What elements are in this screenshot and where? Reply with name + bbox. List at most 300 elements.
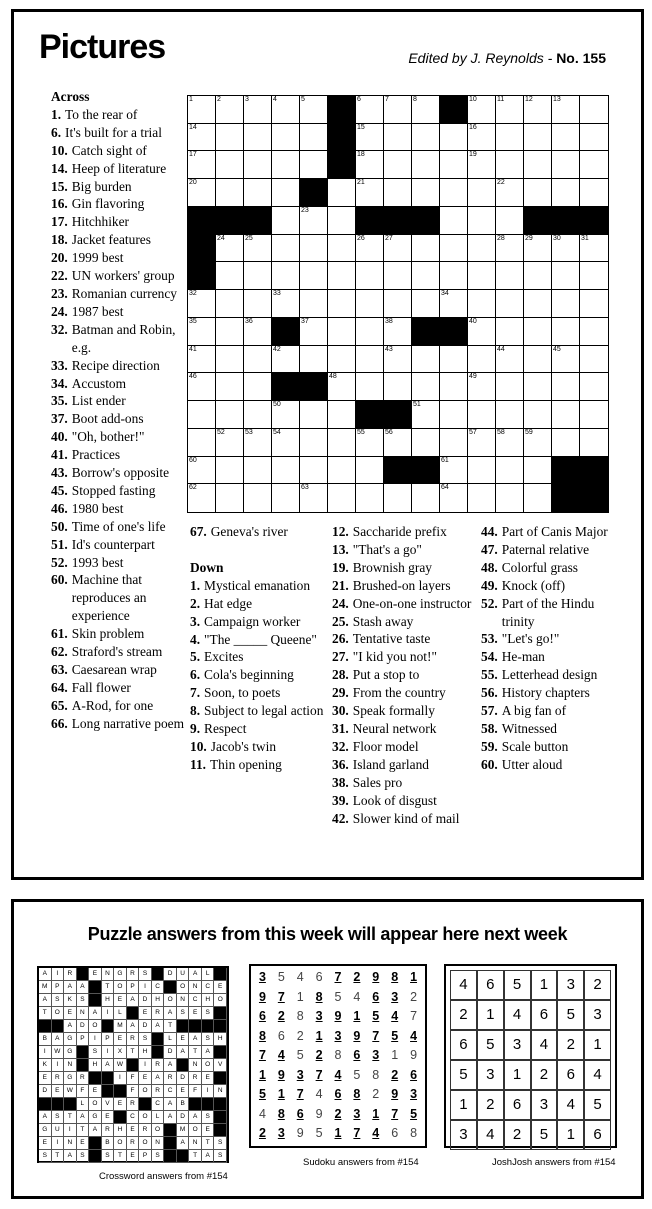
- grid-cell[interactable]: [272, 457, 300, 485]
- grid-cell[interactable]: [356, 484, 384, 512]
- grid-cell[interactable]: [496, 262, 524, 290]
- grid-cell[interactable]: [524, 346, 552, 374]
- grid-cell[interactable]: [468, 124, 496, 152]
- grid-cell[interactable]: [412, 484, 440, 512]
- answer-cell: A: [102, 1059, 115, 1072]
- sudoku-cell: 8: [410, 1126, 418, 1141]
- grid-cell[interactable]: [356, 96, 384, 124]
- grid-cell[interactable]: [580, 318, 608, 346]
- grid-cell[interactable]: [468, 262, 496, 290]
- grid-cell[interactable]: [244, 151, 272, 179]
- grid-cell[interactable]: [216, 401, 244, 429]
- answer-cell: U: [52, 1124, 65, 1137]
- answer-cell: H: [139, 1046, 152, 1059]
- grid-cell[interactable]: [468, 179, 496, 207]
- grid-cell[interactable]: [580, 96, 608, 124]
- grid-cell[interactable]: [468, 457, 496, 485]
- grid-cell[interactable]: [468, 373, 496, 401]
- grid-cell[interactable]: [272, 235, 300, 263]
- grid-cell[interactable]: [300, 235, 328, 263]
- clue-text: Soon, to poets: [204, 685, 281, 701]
- answer-cell: E: [39, 1137, 52, 1150]
- grid-cell[interactable]: [244, 235, 272, 263]
- answer-cell: O: [164, 994, 177, 1007]
- answer-cell: M: [39, 981, 52, 994]
- grid-cell[interactable]: [328, 262, 356, 290]
- answer-cell: R: [77, 1072, 90, 1085]
- across-list: [51, 106, 186, 733]
- grid-cell[interactable]: [524, 290, 552, 318]
- grid-cell[interactable]: [496, 373, 524, 401]
- grid-cell[interactable]: [188, 151, 216, 179]
- grid-cell[interactable]: [552, 96, 580, 124]
- sudoku-cell: 4: [410, 1028, 418, 1043]
- clue-item: [481, 684, 621, 702]
- clue-number: 51.: [51, 536, 68, 552]
- clue-text: Practices: [71, 447, 121, 463]
- grid-cell[interactable]: [524, 151, 552, 179]
- grid-cell[interactable]: [244, 429, 272, 457]
- answer-cell: V: [214, 1059, 227, 1072]
- answer-cell: C: [202, 981, 215, 994]
- grid-cell[interactable]: [440, 290, 468, 318]
- clue-column-2: [190, 523, 328, 774]
- grid-cell[interactable]: [300, 262, 328, 290]
- grid-cell[interactable]: [468, 346, 496, 374]
- grid-cell[interactable]: [440, 207, 468, 235]
- grid-cell[interactable]: [496, 235, 524, 263]
- grid-cell[interactable]: [328, 484, 356, 512]
- grid-cell[interactable]: [384, 318, 412, 346]
- grid-cell[interactable]: [272, 346, 300, 374]
- answer-cell: E: [114, 994, 127, 1007]
- grid-cell[interactable]: [496, 124, 524, 152]
- grid-cell[interactable]: [216, 373, 244, 401]
- puzzle-number: No. 155: [556, 50, 606, 66]
- grid-cell[interactable]: [552, 262, 580, 290]
- grid-cell[interactable]: [496, 179, 524, 207]
- clue-item: [332, 541, 477, 559]
- clue-number: 3: [245, 96, 249, 103]
- grid-cell[interactable]: [496, 484, 524, 512]
- clue-item: [51, 428, 186, 446]
- grid-cell[interactable]: [328, 318, 356, 346]
- clue-number: 32.: [51, 321, 68, 337]
- clue-item: [51, 195, 186, 213]
- grid-cell[interactable]: [496, 457, 524, 485]
- grid-cell[interactable]: [328, 290, 356, 318]
- answer-cell: N: [177, 994, 190, 1007]
- sudoku-cell: 4: [277, 1048, 285, 1063]
- answer-cell: O: [89, 1020, 102, 1033]
- sudoku-cell: 7: [391, 1106, 399, 1121]
- grid-cell[interactable]: [524, 429, 552, 457]
- grid-cell[interactable]: [412, 401, 440, 429]
- answer-cell: A: [202, 1046, 215, 1059]
- grid-cell[interactable]: [300, 346, 328, 374]
- grid-cell[interactable]: [272, 124, 300, 152]
- grid-cell[interactable]: [356, 151, 384, 179]
- grid-cell[interactable]: [216, 457, 244, 485]
- grid-cell[interactable]: [552, 124, 580, 152]
- grid-cell[interactable]: [552, 373, 580, 401]
- clue-text: Accustom: [71, 375, 127, 391]
- grid-cell[interactable]: [244, 124, 272, 152]
- grid-cell[interactable]: [300, 207, 328, 235]
- grid-cell[interactable]: [440, 124, 468, 152]
- clue-item: [51, 500, 186, 518]
- clue-number: 22: [497, 179, 505, 187]
- grid-cell[interactable]: [188, 401, 216, 429]
- grid-cell[interactable]: [216, 179, 244, 207]
- grid-cell[interactable]: [272, 151, 300, 179]
- grid-cell[interactable]: [384, 346, 412, 374]
- grid-cell[interactable]: [216, 151, 244, 179]
- grid-cell[interactable]: [440, 151, 468, 179]
- grid-cell[interactable]: [524, 96, 552, 124]
- grid-cell[interactable]: [496, 401, 524, 429]
- grid-cell[interactable]: [496, 96, 524, 124]
- grid-cell[interactable]: [580, 429, 608, 457]
- clue-item: [481, 738, 621, 756]
- grid-cell[interactable]: [524, 401, 552, 429]
- answer-cell: A: [127, 994, 140, 1007]
- grid-cell[interactable]: [356, 262, 384, 290]
- grid-cell[interactable]: [244, 484, 272, 512]
- grid-cell[interactable]: [524, 179, 552, 207]
- clue-text: Caesarean wrap: [71, 662, 157, 677]
- grid-cell[interactable]: [384, 373, 412, 401]
- clue-number: 20.: [51, 250, 68, 266]
- joshjosh-cell: 4: [477, 1120, 504, 1150]
- grid-cell[interactable]: [356, 346, 384, 374]
- black-square: [580, 207, 608, 235]
- grid-cell[interactable]: [272, 96, 300, 124]
- grid-cell[interactable]: [412, 96, 440, 124]
- grid-cell[interactable]: [328, 207, 356, 235]
- grid-cell[interactable]: [188, 484, 216, 512]
- grid-cell[interactable]: [496, 346, 524, 374]
- grid-cell[interactable]: [328, 346, 356, 374]
- answer-cell: A: [164, 1007, 177, 1020]
- clue-number: 25: [245, 234, 253, 242]
- grid-cell[interactable]: [440, 401, 468, 429]
- grid-cell[interactable]: [524, 235, 552, 263]
- grid-cell[interactable]: [216, 96, 244, 124]
- sudoku-cell: 6: [277, 1028, 285, 1043]
- grid-cell[interactable]: [188, 290, 216, 318]
- clue-text: Straford's stream: [71, 644, 163, 660]
- grid-cell[interactable]: [356, 179, 384, 207]
- grid-cell[interactable]: [188, 457, 216, 485]
- clue-number: 49.: [481, 577, 498, 593]
- grid-cell[interactable]: [552, 179, 580, 207]
- grid-cell[interactable]: [440, 484, 468, 512]
- grid-cell[interactable]: [300, 124, 328, 152]
- clue-text: Time of one's life: [71, 518, 166, 534]
- grid-cell[interactable]: [272, 484, 300, 512]
- grid-cell[interactable]: [188, 179, 216, 207]
- grid-cell[interactable]: [412, 429, 440, 457]
- answer-cell: O: [139, 1085, 152, 1098]
- grid-cell[interactable]: [328, 235, 356, 263]
- grid-cell[interactable]: [524, 318, 552, 346]
- grid-cell[interactable]: [244, 318, 272, 346]
- grid-cell[interactable]: [468, 207, 496, 235]
- grid-cell[interactable]: [272, 401, 300, 429]
- grid-cell[interactable]: [384, 429, 412, 457]
- grid-cell[interactable]: [216, 429, 244, 457]
- clue-number: 50: [273, 401, 281, 409]
- grid-cell[interactable]: [188, 373, 216, 401]
- grid-cell[interactable]: [384, 235, 412, 263]
- grid-cell[interactable]: [580, 124, 608, 152]
- clue-text: Batman and Robin, e.g.: [71, 321, 176, 355]
- grid-cell[interactable]: [412, 235, 440, 263]
- clue-number: 35: [189, 317, 197, 325]
- grid-cell[interactable]: [356, 124, 384, 152]
- sudoku-cell: 8: [372, 1067, 380, 1082]
- grid-cell[interactable]: [580, 346, 608, 374]
- clue-number: 12.: [332, 524, 349, 539]
- sudoku-cell: 2: [391, 1067, 399, 1082]
- grid-cell[interactable]: [188, 318, 216, 346]
- grid-cell[interactable]: [496, 429, 524, 457]
- grid-cell[interactable]: [216, 484, 244, 512]
- grid-cell[interactable]: [440, 346, 468, 374]
- grid-cell[interactable]: [524, 373, 552, 401]
- clue-number: 8.: [190, 703, 201, 719]
- clue-text: Witnessed: [501, 720, 557, 736]
- clue-item: [51, 285, 186, 303]
- answer-cell: A: [64, 1150, 77, 1163]
- grid-cell[interactable]: [468, 318, 496, 346]
- grid-cell[interactable]: [216, 346, 244, 374]
- clue-number: 21.: [332, 577, 349, 593]
- grid-cell[interactable]: [244, 96, 272, 124]
- crossword-grid[interactable]: [187, 95, 609, 513]
- clue-text: A big fan of: [501, 703, 567, 719]
- answer-cell: G: [114, 968, 127, 981]
- answer-cell: C: [189, 994, 202, 1007]
- grid-cell[interactable]: [580, 373, 608, 401]
- grid-cell[interactable]: [356, 457, 384, 485]
- grid-cell[interactable]: [188, 124, 216, 152]
- grid-cell[interactable]: [272, 207, 300, 235]
- black-square: [152, 1033, 165, 1046]
- grid-cell[interactable]: [328, 401, 356, 429]
- grid-cell[interactable]: [496, 290, 524, 318]
- clue-item: [190, 738, 328, 756]
- grid-cell[interactable]: [440, 235, 468, 263]
- clue-text: Island garland: [352, 756, 429, 772]
- grid-cell[interactable]: [468, 401, 496, 429]
- grid-cell[interactable]: [188, 346, 216, 374]
- grid-cell[interactable]: [244, 290, 272, 318]
- sudoku-cell: 5: [391, 1028, 399, 1043]
- grid-cell[interactable]: [300, 484, 328, 512]
- black-square: [89, 1137, 102, 1150]
- grid-cell[interactable]: [412, 262, 440, 290]
- answer-cell: R: [127, 1033, 140, 1046]
- clue-number: 60: [189, 456, 197, 464]
- grid-cell[interactable]: [356, 318, 384, 346]
- answer-cell: P: [102, 1033, 115, 1046]
- grid-cell[interactable]: [440, 179, 468, 207]
- grid-cell[interactable]: [580, 179, 608, 207]
- clue-number: 33.: [51, 357, 68, 373]
- grid-cell[interactable]: [216, 318, 244, 346]
- sudoku-cell: 5: [258, 1087, 266, 1102]
- grid-cell[interactable]: [244, 346, 272, 374]
- grid-cell[interactable]: [496, 207, 524, 235]
- clue-text: Geneva's river: [210, 524, 288, 539]
- clue-item: [190, 666, 328, 684]
- grid-cell[interactable]: [552, 401, 580, 429]
- grid-cell[interactable]: [384, 124, 412, 152]
- sudoku-cell: 7: [334, 970, 342, 984]
- grid-cell[interactable]: [216, 235, 244, 263]
- grid-cell[interactable]: [468, 96, 496, 124]
- grid-cell[interactable]: [188, 96, 216, 124]
- sudoku-cell: 7: [277, 989, 285, 1004]
- grid-cell[interactable]: [300, 96, 328, 124]
- grid-cell[interactable]: [328, 373, 356, 401]
- grid-cell[interactable]: [384, 179, 412, 207]
- grid-cell[interactable]: [216, 124, 244, 152]
- black-square: [52, 1098, 65, 1111]
- grid-cell[interactable]: [384, 151, 412, 179]
- grid-cell[interactable]: [440, 429, 468, 457]
- grid-cell[interactable]: [300, 429, 328, 457]
- grid-cell[interactable]: [300, 290, 328, 318]
- grid-cell[interactable]: [384, 484, 412, 512]
- grid-cell[interactable]: [552, 429, 580, 457]
- clue-item: [51, 697, 186, 715]
- grid-cell[interactable]: [356, 290, 384, 318]
- grid-cell[interactable]: [356, 429, 384, 457]
- grid-cell[interactable]: [244, 373, 272, 401]
- grid-cell[interactable]: [216, 262, 244, 290]
- answer-cell: L: [202, 968, 215, 981]
- grid-cell[interactable]: [496, 318, 524, 346]
- answer-cell: S: [214, 1137, 227, 1150]
- grid-cell[interactable]: [328, 457, 356, 485]
- grid-cell[interactable]: [552, 151, 580, 179]
- answer-cell: O: [89, 1098, 102, 1111]
- grid-cell[interactable]: [524, 262, 552, 290]
- grid-cell[interactable]: [356, 235, 384, 263]
- answer-cell: H: [102, 994, 115, 1007]
- sudoku-cell: 6: [258, 1009, 266, 1024]
- grid-cell[interactable]: [384, 96, 412, 124]
- grid-cell[interactable]: [188, 429, 216, 457]
- black-square: [580, 457, 608, 485]
- black-square: [39, 1098, 52, 1111]
- grid-cell[interactable]: [412, 373, 440, 401]
- grid-cell[interactable]: [552, 318, 580, 346]
- grid-cell[interactable]: [524, 484, 552, 512]
- grid-cell[interactable]: [468, 151, 496, 179]
- grid-cell[interactable]: [272, 429, 300, 457]
- grid-cell[interactable]: [524, 457, 552, 485]
- grid-cell[interactable]: [580, 290, 608, 318]
- grid-cell[interactable]: [496, 151, 524, 179]
- answer-cell: E: [127, 1124, 140, 1137]
- grid-cell[interactable]: [580, 262, 608, 290]
- grid-cell[interactable]: [468, 429, 496, 457]
- grid-cell[interactable]: [244, 457, 272, 485]
- grid-cell[interactable]: [440, 262, 468, 290]
- grid-cell[interactable]: [272, 179, 300, 207]
- joshjosh-cell: 3: [584, 1000, 611, 1030]
- grid-cell[interactable]: [300, 457, 328, 485]
- grid-cell[interactable]: [216, 290, 244, 318]
- grid-cell[interactable]: [328, 179, 356, 207]
- grid-cell[interactable]: [300, 401, 328, 429]
- grid-cell[interactable]: [272, 262, 300, 290]
- clue-number: 39.: [332, 792, 349, 808]
- grid-cell[interactable]: [552, 346, 580, 374]
- grid-cell[interactable]: [468, 484, 496, 512]
- grid-cell[interactable]: [412, 179, 440, 207]
- joshjosh-cell: 6: [557, 1060, 584, 1090]
- grid-cell[interactable]: [412, 346, 440, 374]
- clue-number: 42: [273, 345, 281, 353]
- grid-cell[interactable]: [412, 151, 440, 179]
- grid-cell[interactable]: [384, 262, 412, 290]
- grid-cell[interactable]: [328, 429, 356, 457]
- grid-cell[interactable]: [412, 124, 440, 152]
- grid-cell[interactable]: [244, 262, 272, 290]
- black-square: [164, 981, 177, 994]
- clue-item: [481, 523, 621, 541]
- down-list-3: [481, 523, 621, 774]
- sudoku-cell: 8: [391, 970, 399, 984]
- grid-cell[interactable]: [580, 401, 608, 429]
- clue-number: 27: [385, 234, 393, 242]
- grid-cell[interactable]: [440, 373, 468, 401]
- grid-cell[interactable]: [468, 290, 496, 318]
- grid-cell[interactable]: [468, 235, 496, 263]
- clue-number: 62: [189, 484, 197, 492]
- grid-cell[interactable]: [356, 373, 384, 401]
- grid-cell[interactable]: [244, 179, 272, 207]
- grid-cell[interactable]: [300, 318, 328, 346]
- grid-cell[interactable]: [552, 290, 580, 318]
- grid-cell[interactable]: [384, 290, 412, 318]
- sudoku-cell: 2: [296, 1028, 304, 1043]
- sudoku-cell: 3: [353, 1106, 361, 1121]
- grid-cell[interactable]: [580, 151, 608, 179]
- grid-cell[interactable]: [524, 124, 552, 152]
- grid-cell[interactable]: [552, 235, 580, 263]
- grid-cell[interactable]: [440, 457, 468, 485]
- sudoku-cell: 8: [258, 1028, 266, 1043]
- answer-cell: E: [89, 968, 102, 981]
- answer-cell: O: [214, 994, 227, 1007]
- answer-cell: F: [189, 1085, 202, 1098]
- grid-cell[interactable]: [412, 290, 440, 318]
- grid-cell[interactable]: [244, 401, 272, 429]
- clue-number: 17.: [51, 214, 68, 230]
- clue-number: 47: [301, 373, 309, 381]
- grid-cell[interactable]: [300, 151, 328, 179]
- grid-cell[interactable]: [272, 290, 300, 318]
- grid-cell[interactable]: [580, 235, 608, 263]
- answer-cell: E: [177, 1085, 190, 1098]
- answer-cell: R: [152, 1085, 165, 1098]
